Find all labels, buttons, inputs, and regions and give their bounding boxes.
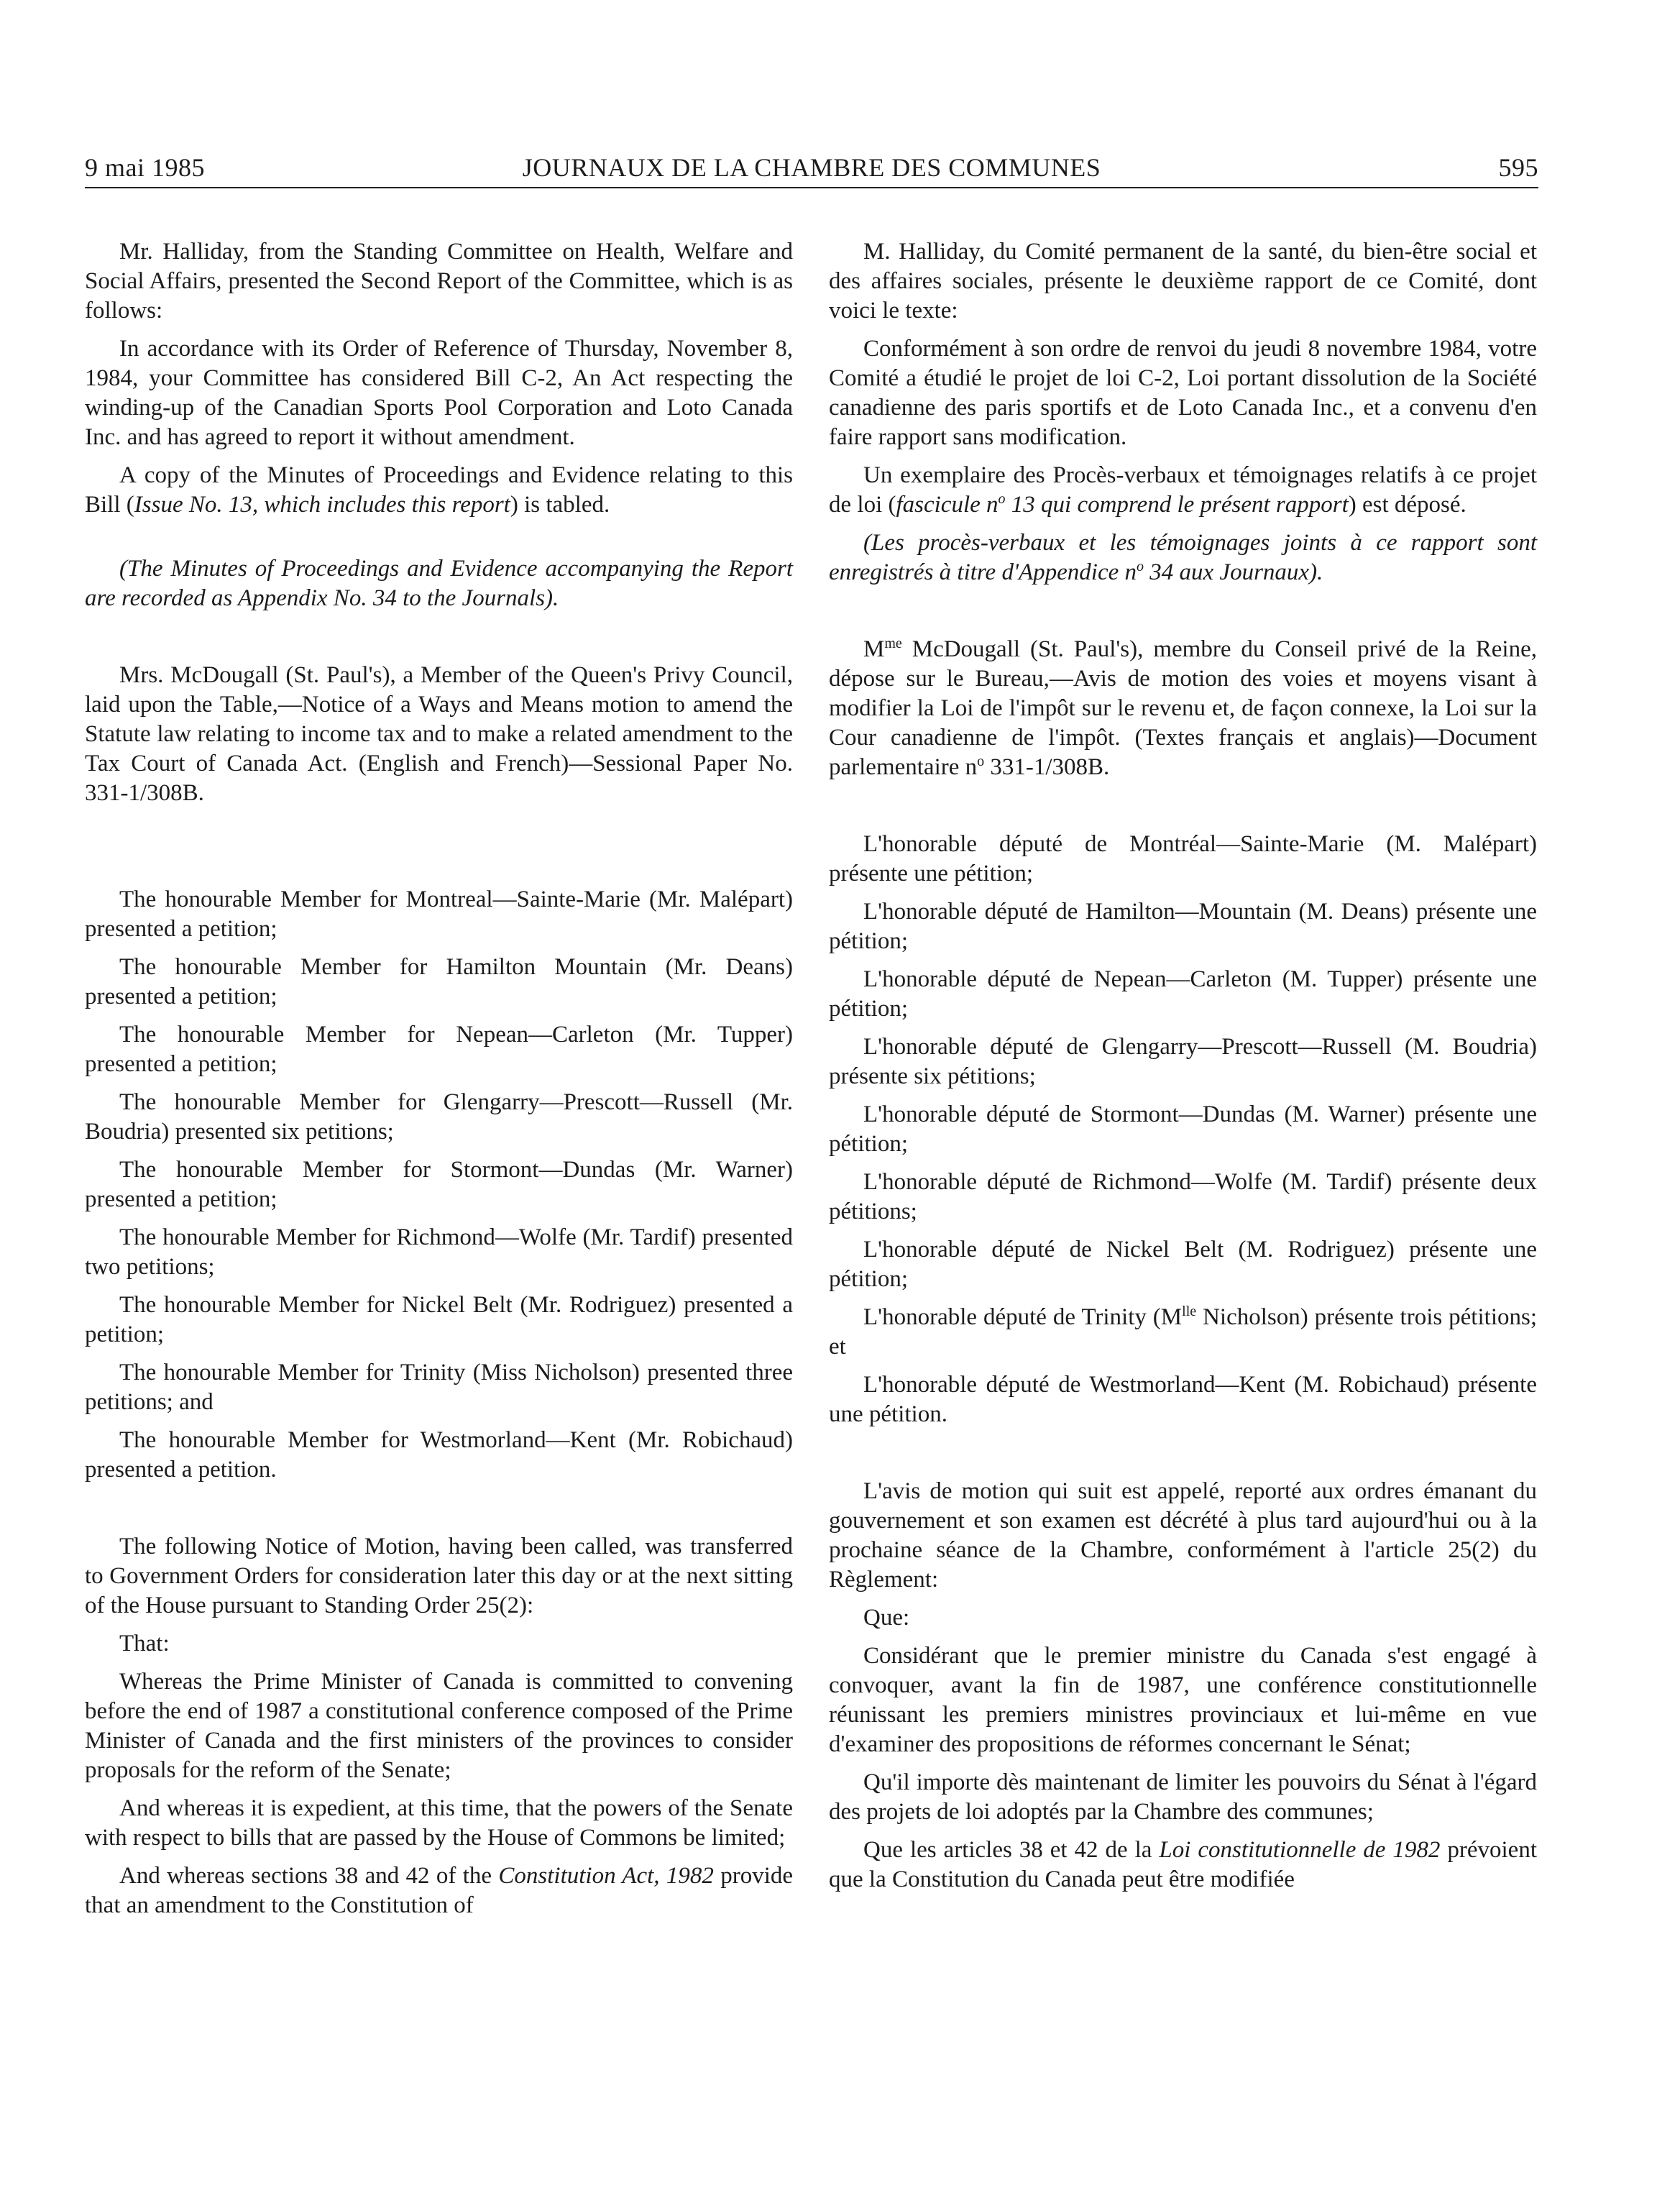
petition-item: The honourable Member for Trinity (Miss Nicholson) presented three petitions; and [85,1360,793,1415]
petition-item: L'honorable député de Richmond—Wolfe (M. Tardif) présente deux pétitions; [829,1169,1537,1224]
petition-item: The honourable Member for Montreal—Sainte-Marie (Mr. Malépart) presented a petition; [85,886,793,942]
petition-item: L'honorable député de Glengarry—Prescott—Russell (M. Boudria) présente six pétitions; [829,1034,1537,1089]
english-column [85,237,793,1920]
order-of-reference-fr: Conformément à son ordre de renvoi du jeudi 8 novembre 1984, votre Comité a étudié le projet de loi C-2, Loi portant dissolution de la Société canadienne des paris sportifs et de Loto Canada Inc., et a convenu d'en faire rapport sans modification. [829,336,1537,450]
header-title: JOURNAUX DE LA CHAMBRE DES COMMUNES [522,153,1101,182]
halliday-report-en: Mr. Halliday, from the Standing Committee on Health, Welfare and Social Affairs, presented the Second Report of the Committee, which is as follows: [85,239,793,324]
that-en: That: [119,1631,170,1657]
order-of-reference-en: In accordance with its Order of Reference of Thursday, November 8, 1984, your Committee has considered Bill C-2, An Act respecting the winding-up of the Canadian Sports Pool Corporation and Loto Canada Inc. and has agreed to report it without amendment. [85,336,793,450]
french-column [829,237,1537,1895]
petition-item: The honourable Member for Nickel Belt (Mr. Rodriguez) presented a petition; [85,1292,793,1347]
articles-fr: Que les articles 38 et 42 de la Loi constitutionnelle de 1982 prévoient que la Constitution du Canada peut être modifiée [829,1837,1537,1892]
importe-fr: Qu'il importe dès maintenant de limiter les pouvoirs du Sénat à l'égard des projets de loi adoptés par la Chambre des communes; [829,1769,1537,1825]
petitions-list-fr [829,830,1537,1429]
petition-item: L'honorable député de Stormont—Dundas (M. Warner) présente une pétition; [829,1101,1537,1157]
petition-item: L'honorable député de Hamilton—Mountain (M. Deans) présente une pétition; [829,899,1537,954]
header-date: 9 mai 1985 [85,153,205,182]
mcdougall-notice-fr: $M^{me}$ McDougall (St. Paul's), membre du Conseil privé de la Reine, dépose sur le Bureau,—Avis de motion des voies et moyens visant à modifier la Loi de l'impôt sur le revenu et, de façon connexe, la Loi sur la Cour canadienne de l'impôt. (Textes français et anglais)—Document parlementaire $n^o$ 331-1/308B. [829,636,1537,780]
petitions-list-en [85,885,793,1485]
halliday-report-fr: M. Halliday, du Comité permanent de la santé, du bien-être social et des affaires sociales, présente le deuxième rapport de ce Comité, dont voici le texte: [829,239,1537,324]
petition-item: L'honorable député de Trinity ($M^{lle}$ Nicholson) présente trois pétitions; et [829,1304,1537,1360]
notice-of-motion-fr: L'avis de motion qui suit est appelé, reporté aux ordres émanant du gouvernement et son examen est décrété à plus tard aujourd'hui ou à la prochaine séance de la Chambre, conformément à l'article 25(2) du Règlement: [829,1478,1537,1593]
appendix-note-fr: (Les procès-verbaux et les témoignages joints à ce rapport sont enregistrés à titre d'Appendice $n^o$ 34 aux Journaux). [829,530,1537,585]
petition-item: The honourable Member for Westmorland—Kent (Mr. Robichaud) presented a petition. [85,1427,793,1483]
petition-item: L'honorable député de Nickel Belt (M. Rodriguez) présente une pétition; [829,1237,1537,1292]
notice-of-motion-en: The following Notice of Motion, having been called, was transferred to Government Orders for consideration later this day or at the next sitting of the House pursuant to Standing Order 25(2): [85,1534,793,1618]
whereas-1-en: Whereas the Prime Minister of Canada is committed to convening before the end of 1987 a constitutional conference composed of the Prime Minister of Canada and the first ministers of the provinces to consider proposals for the reform of the Senate; [85,1669,793,1783]
whereas-3-en: And whereas sections 38 and 42 of the Constitution Act, 1982 provide that an amendment to the Constitution of [85,1863,794,1918]
minutes-copy-en: A copy of the Minutes of Proceedings and Evidence relating to this Bill (Issue No. 13, which includes this report) is tabled. [85,462,793,518]
petition-item: L'honorable député de Montréal—Sainte-Marie (M. Malépart) présente une pétition; [829,831,1537,886]
petition-item: L'honorable député de Nepean—Carleton (M. Tupper) présente une pétition; [829,966,1537,1022]
petition-item: The honourable Member for Hamilton Mountain (Mr. Deans) presented a petition; [85,954,793,1009]
minutes-copy-fr: Un exemplaire des Procès-verbaux et témoignages relatifs à ce projet de loi (fascicule $n^o$ 13 qui comprend le présent rapport) est déposé. [829,462,1537,518]
considerant-fr: Considérant que le premier ministre du Canada s'est engagé à convoquer, avant la fin de 1987, une conférence constitutionnelle réunissant les premiers ministres provinciaux et lui-même en vue d'examiner des propositions de réformes concernant le Sénat; [829,1643,1537,1757]
petition-item: The honourable Member for Glengarry—Prescott—Russell (Mr. Boudria) presented six petitions; [85,1089,793,1145]
whereas-2-en: And whereas it is expedient, at this time, that the powers of the Senate with respect to bills that are passed by the House of Commons be limited; [85,1795,793,1851]
page-number: 595 [1498,153,1538,182]
appendix-note-en: (The Minutes of Proceedings and Evidence accompanying the Report are recorded as Appendix No. 34 to the Journals). [85,556,793,611]
petition-item: The honourable Member for Richmond—Wolfe (Mr. Tardif) presented two petitions; [85,1224,793,1280]
petition-item: The honourable Member for Stormont—Dundas (Mr. Warner) presented a petition; [85,1157,793,1212]
que-fr: Que: [863,1605,910,1631]
petition-item: The honourable Member for Nepean—Carleton (Mr. Tupper) presented a petition; [85,1022,793,1077]
page-header [85,144,1538,188]
petition-item: L'honorable député de Westmorland—Kent (M. Robichaud) présente une pétition. [829,1372,1537,1427]
mcdougall-notice-en: Mrs. McDougall (St. Paul's), a Member of the Queen's Privy Council, laid upon the Table,—Notice of a Ways and Means motion to amend the Statute law relating to income tax and to make a related amendment to the Tax Court of Canada Act. (English and French)—Sessional Paper No. 331-1/308B. [85,662,793,806]
